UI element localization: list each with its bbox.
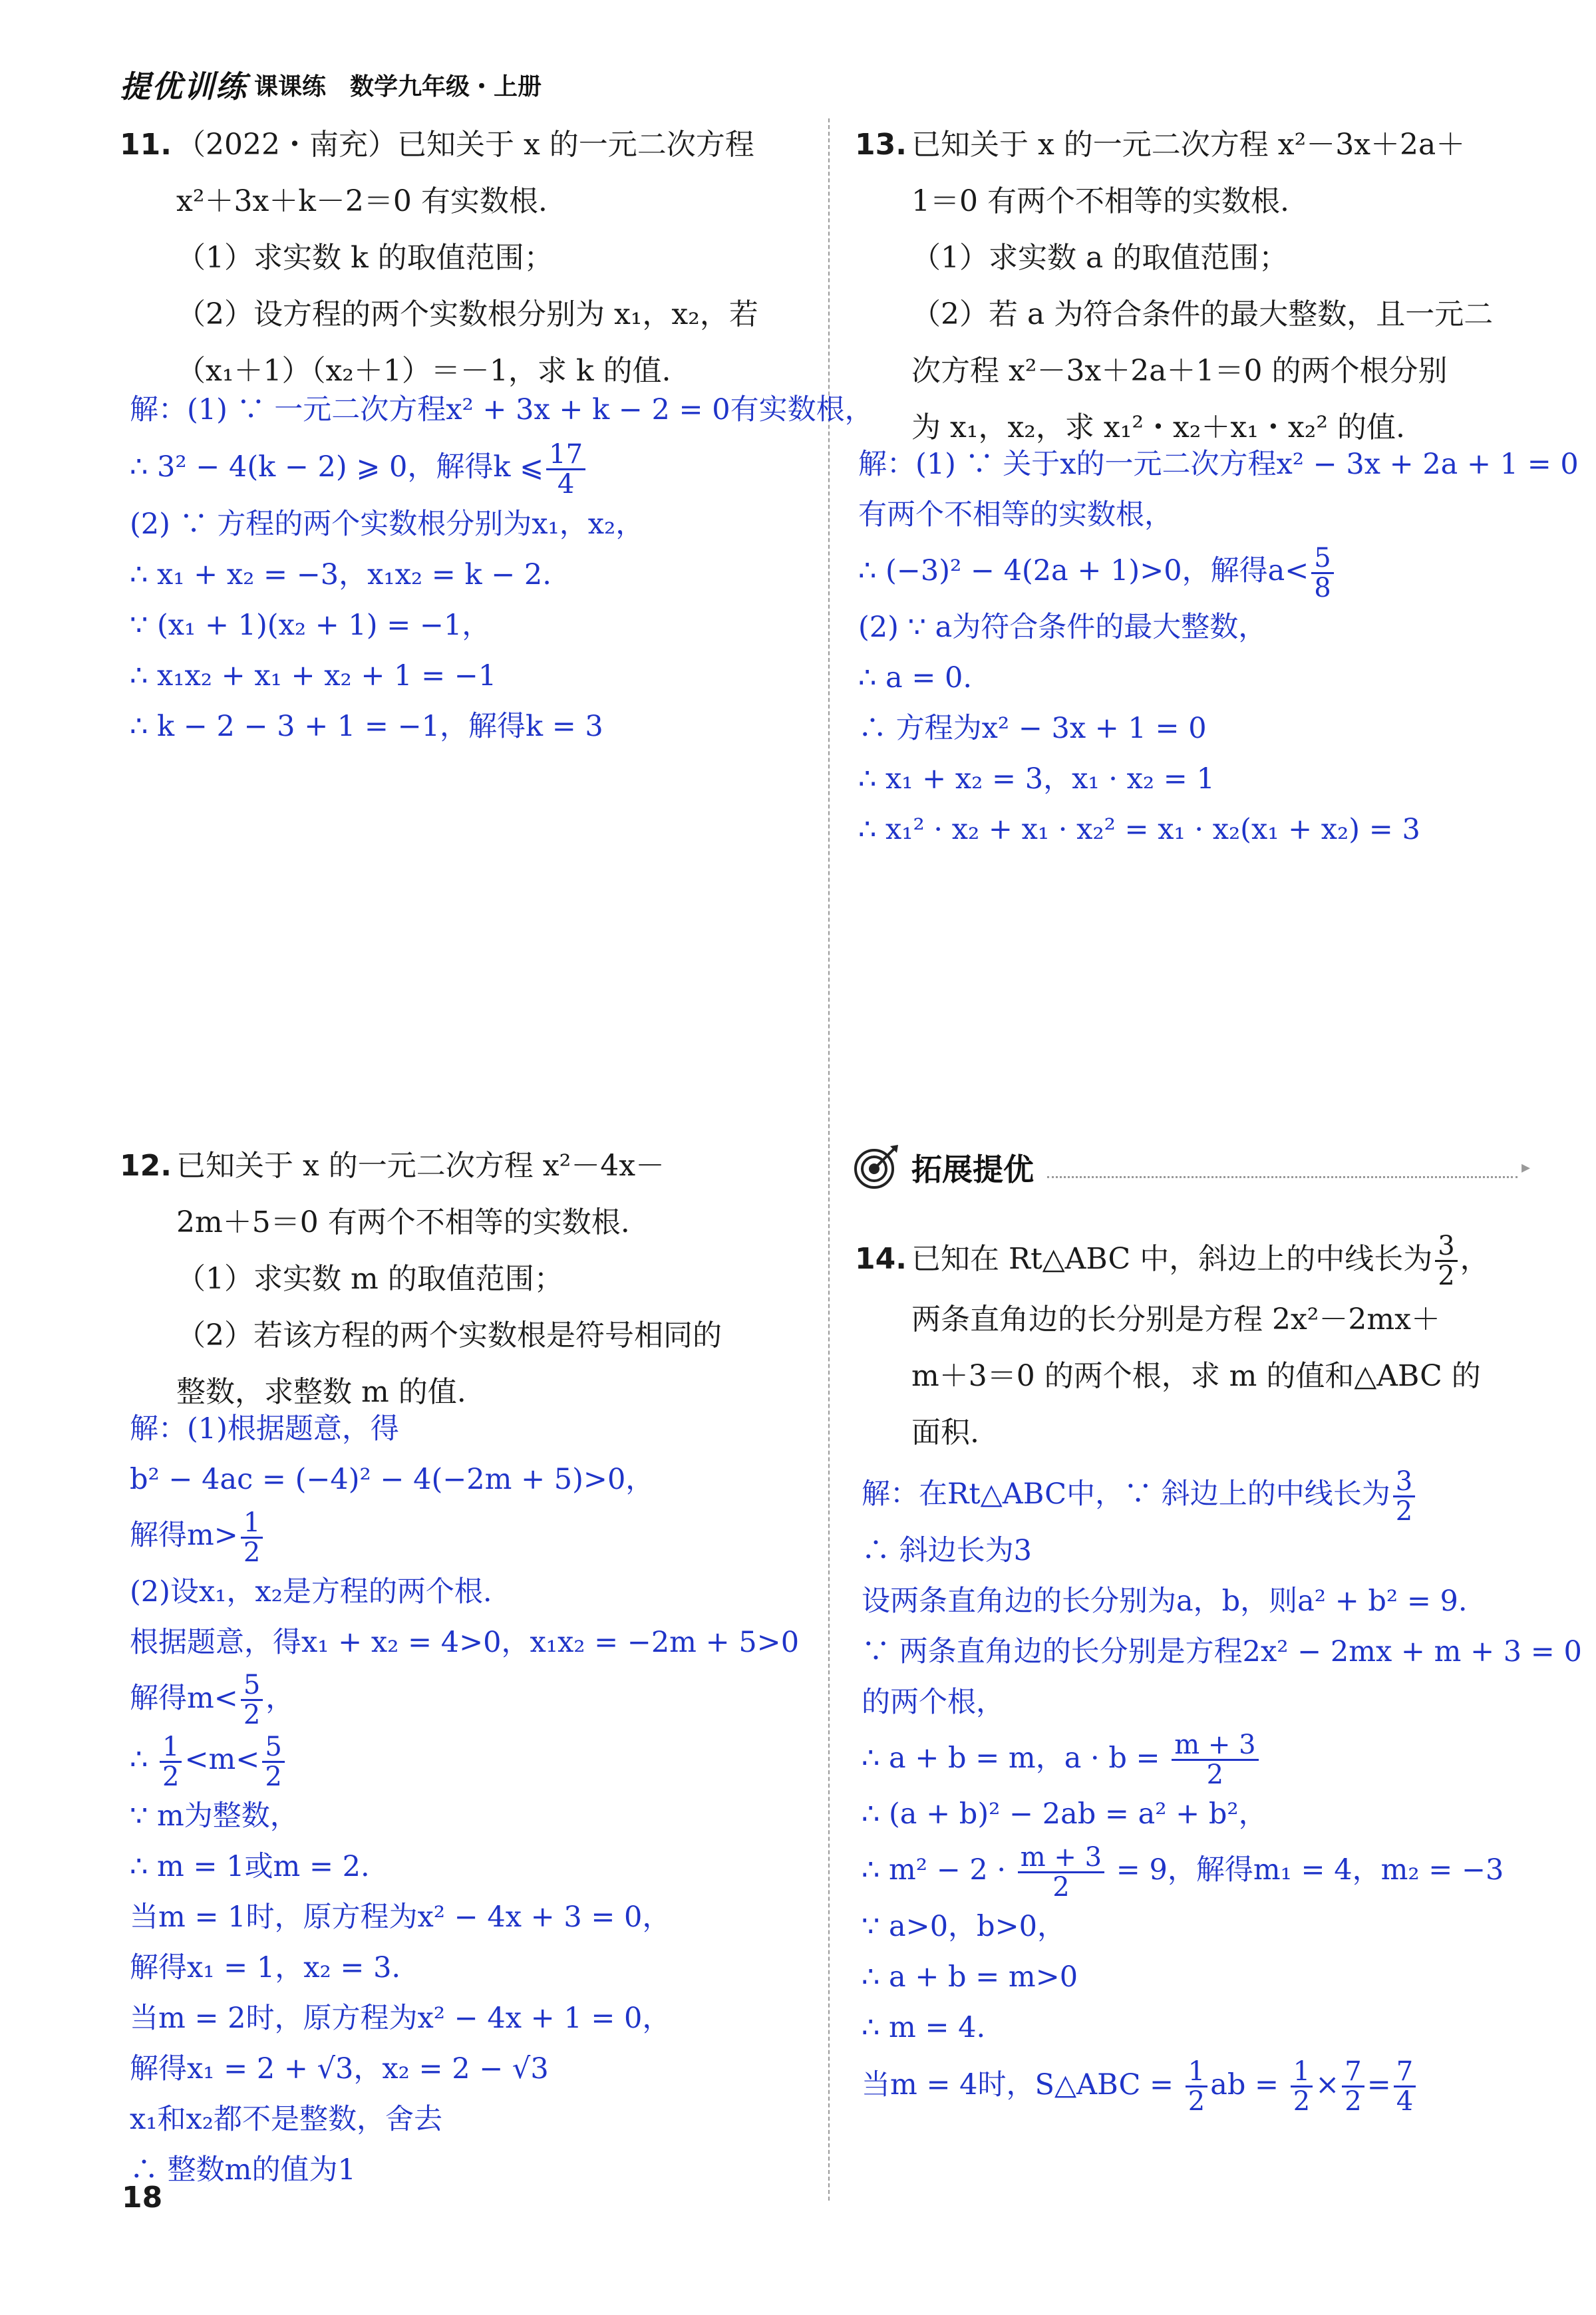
fraction: $\frac{7}{2}$ (1342, 2058, 1364, 2115)
target-icon (852, 1144, 899, 1191)
fraction: $\frac{7}{4}$ (1394, 2058, 1416, 2115)
question-line: 2m＋5＝0 有两个不相等的实数根. (176, 1205, 630, 1239)
solution-line: (2) ∵ 方程的两个实数根分别为x₁，x₂， (130, 508, 645, 541)
solution-11 (130, 385, 874, 752)
solution-line: ∴ m = 4. (862, 2010, 986, 2044)
solution-line: 解：(1)根据题意，得 (130, 1412, 399, 1446)
solution-line: ∴ 整数m的值为1 (130, 2153, 356, 2187)
question-line: （1）求实数 k 的取值范围； (176, 241, 554, 275)
question-13 (855, 116, 1553, 456)
chevron-right-icon: ▸ (1521, 1158, 1530, 1177)
solution-line: 设两条直角边的长分别为a，b，则a² + b² = 9. (862, 1584, 1468, 1618)
fraction: $\frac{1}{2}$ (1291, 2058, 1313, 2115)
solution-line: ∴ (a + b)² − 2ab = a² + b²， (862, 1797, 1267, 1831)
fraction: $\frac{3}{2}$ (1435, 1232, 1457, 1290)
solution-line: 解：在Rt△ABC中，∵ 斜边上的中线长为 $\frac{3}{2}$ (862, 1464, 1573, 1525)
solution-line: ∴ a + b = m，a · b = $\frac{m + 3}{2}$ (862, 1728, 1573, 1789)
fraction: $\frac{5}{2}$ (241, 1671, 263, 1729)
question-line: x²＋3x＋k－2＝0 有实数根. (176, 184, 548, 218)
solution-line: ∴ k − 2 − 3 + 1 = −1，解得k = 3 (130, 710, 603, 743)
question-number: 13. (855, 128, 907, 162)
question-number: 11. (120, 128, 172, 162)
solution-line: ∵ a>0，b>0， (862, 1909, 1066, 1943)
solution-line: ∴ $\frac{1}{2}$ <m< $\frac{5}{2}$ (130, 1729, 822, 1791)
question-line: 1＝0 有两个不相等的实数根. (911, 184, 1289, 218)
question-line: （2）设方程的两个实数根分别为 x₁，x₂，若 (176, 297, 758, 331)
solution-line: (2)设x₁，x₂是方程的两个根. (130, 1575, 492, 1609)
solution-line: x₁和x₂都不是整数，舍去 (130, 2102, 442, 2136)
solution-line: ∵ (x₁ + 1)(x₂ + 1) = −1， (130, 609, 491, 642)
solution-line: ∴ 斜边长为3 (862, 1533, 1033, 1567)
fraction: $\frac{1}{2}$ (241, 1509, 263, 1567)
brand-logo-text: 提优训练 (120, 69, 247, 104)
section-header (852, 1141, 1530, 1194)
solution-line: ∵ m为整数， (130, 1799, 299, 1833)
question-11 (120, 116, 818, 399)
solution-line: ∴ x₁ + x₂ = 3，x₁ · x₂ = 1 (858, 762, 1215, 796)
question-line (120, 1138, 818, 1194)
question-line: 次方程 x²－3x＋2a＋1＝0 的两个根分别 (911, 354, 1448, 388)
solution-line: 解得x₁ = 1，x₂ = 3. (130, 1950, 401, 1984)
question-14 (855, 1227, 1553, 1461)
question-line: （1）求实数 m 的取值范围； (176, 1262, 563, 1296)
solution-line: 解得m> $\frac{1}{2}$ (130, 1505, 822, 1567)
solution-line: ∴ x₁x₂ + x₁ + x₂ + 1 = −1 (130, 659, 497, 693)
question-number: 14. (855, 1242, 907, 1276)
solution-line: b² − 4ac = (−4)² − 4(−2m + 5)>0， (130, 1463, 655, 1496)
solution-line: 的两个根， (862, 1685, 1005, 1719)
fraction: $\frac{1}{2}$ (1186, 2058, 1207, 2115)
question-text: 已知关于 x 的一元二次方程 x²－4x－ (176, 1149, 665, 1183)
page-header (120, 61, 542, 108)
solution-line: ∴ a + b = m>0 (862, 1960, 1078, 1994)
solution-line: ∴ x₁² · x₂ + x₁ · x₂² = x₁ · x₂(x₁ + x₂) = 3 (858, 812, 1420, 846)
question-line (120, 116, 818, 173)
solution-line: 当m = 4时，S△ABC = $\frac{1}{2}$ ab = $\frac{1}{2}$ × $\frac{7}{2}$ = $\frac{7}{4}$ (862, 2053, 1573, 2117)
fraction: $\frac{17}{4}$ (546, 440, 585, 498)
fraction: $\frac{m + 3}{2}$ (1018, 1843, 1104, 1901)
solution-line: 解：(1) ∵ 一元二次方程x² + 3x + k − 2 = 0有实数根， (130, 393, 874, 426)
question-line: （1）求实数 a 的取值范围； (911, 241, 1289, 275)
solution-line: ∵ 两条直角边的长分别是方程2x² − 2mx + m + 3 = 0 (862, 1634, 1582, 1668)
solution-line: 有两个不相等的实数根， (858, 498, 1173, 532)
question-line: 整数，求整数 m 的值. (176, 1375, 466, 1409)
solution-line: 解得m< $\frac{5}{2}$ ， (130, 1670, 295, 1730)
question-text: 已知关于 x 的一元二次方程 x²－3x＋2a＋ (911, 128, 1466, 162)
solution-line: 根据题意，得x₁ + x₂ = 4>0，x₁x₂ = −2m + 5>0 (130, 1625, 800, 1659)
question-line (855, 116, 1553, 173)
question-line: （2）若该方程的两个实数根是符号相同的 (176, 1318, 722, 1352)
solution-line: 解得x₁ = 2 + √3，x₂ = 2 − √3 (130, 2052, 549, 2085)
series-name: 课课练 (254, 73, 327, 100)
column-divider (828, 118, 830, 2201)
solution-line: ∴ m = 1或m = 2. (130, 1849, 370, 1883)
solution-line: (2) ∵ a为符合条件的最大整数， (858, 610, 1267, 644)
solution-line: ∴ a = 0. (858, 661, 973, 694)
question-line: 两条直角边的长分别是方程 2x²－2mx＋ (911, 1303, 1440, 1336)
fraction: $\frac{3}{2}$ (1393, 1467, 1415, 1525)
solution-line: ∴ x₁ + x₂ = −3，x₁x₂ = k − 2. (130, 558, 552, 591)
question-text: （2022・南充）已知关于 x 的一元二次方程 (176, 128, 754, 162)
question-line: 面积. (911, 1416, 979, 1450)
solution-12 (130, 1404, 822, 2195)
solution-line: ∴ (−3)² − 4(2a + 1)>0，解得a< $\frac{5}{8}$ (858, 540, 1570, 602)
fraction: $\frac{5}{8}$ (1311, 544, 1333, 602)
question-line: 14. 已知在 Rt△ABC 中，斜边上的中线长为 $\frac{3}{2}$ ， (855, 1227, 1553, 1291)
question-number: 12. (120, 1149, 172, 1183)
solution-line: ∴ 3² − 4(k − 2) ⩾ 0，解得k ⩽ $\frac{17}{4}$ (130, 435, 822, 499)
question-line: 为 x₁，x₂，求 x₁²・x₂＋x₁・x₂² 的值. (911, 410, 1405, 444)
fraction: $\frac{5}{2}$ (262, 1733, 284, 1791)
book-title: 数学九年级・上册 (350, 73, 542, 100)
question-line: （x₁＋1）（x₂＋1）＝－1，求 k 的值. (176, 354, 671, 388)
solution-line: 当m = 2时，原方程为x² − 4x + 1 = 0， (130, 2001, 671, 2035)
solution-line: 当m = 1时，原方程为x² − 4x + 3 = 0， (130, 1900, 671, 1934)
solution-13 (858, 439, 1579, 855)
section-title: 拓展提优 (911, 1152, 1034, 1187)
fraction: $\frac{1}{2}$ (160, 1733, 182, 1791)
question-line: （2）若 a 为符合条件的最大整数，且一元二 (911, 297, 1494, 331)
fraction: $\frac{m + 3}{2}$ (1172, 1731, 1258, 1789)
solution-line: 解：(1) ∵ 关于x的一元二次方程x² − 3x + 2a + 1 = 0 (858, 448, 1579, 481)
section-rule (1047, 1176, 1517, 1178)
solution-line: ∴ m² − 2 · $\frac{m + 3}{2}$ = 9，解得m₁ = 4，m₂ = −3 (862, 1841, 1504, 1903)
question-line: m＋3＝0 的两个根，求 m 的值和△ABC 的 (911, 1359, 1481, 1393)
solution-line: ∴ 方程为x² − 3x + 1 = 0 (858, 711, 1207, 745)
solution-14 (862, 1464, 1582, 2117)
question-12 (120, 1138, 818, 1420)
page-number: 18 (122, 2181, 163, 2215)
